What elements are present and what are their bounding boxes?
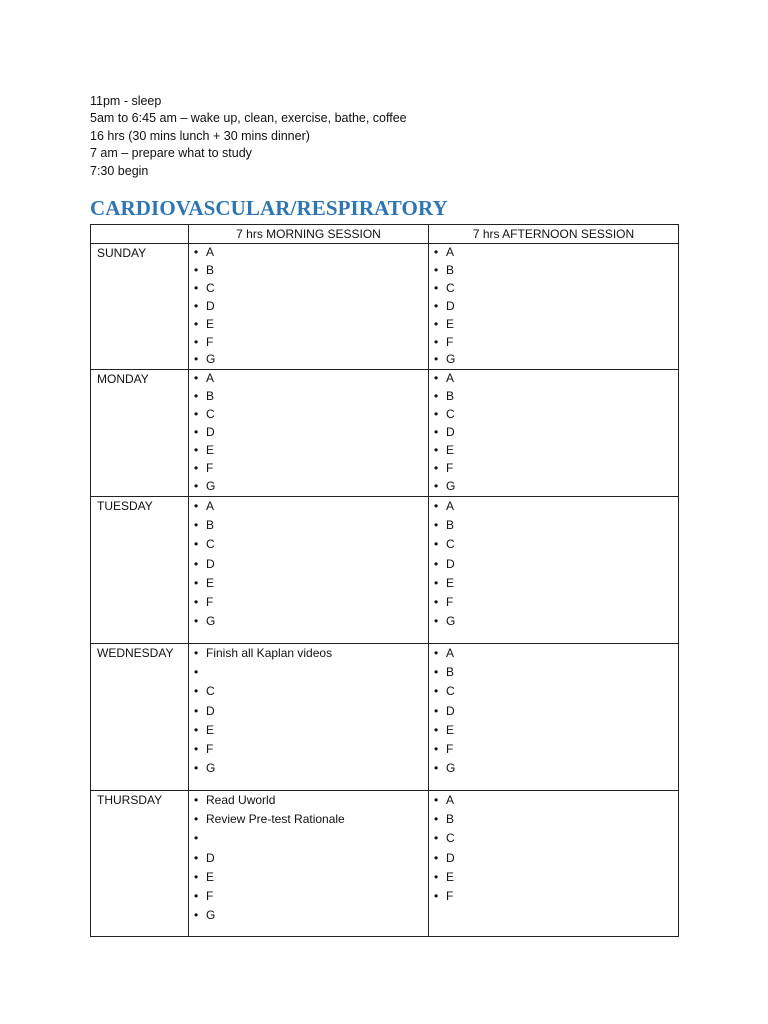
- list-item: • D: [194, 424, 428, 442]
- morning-list: [189, 497, 428, 632]
- list-item: • E: [194, 442, 428, 460]
- day-label: WEDNESDAY: [97, 645, 174, 660]
- list-item: • G: [194, 759, 428, 778]
- note-line: 11pm - sleep: [90, 94, 162, 108]
- morning-list: [189, 644, 428, 779]
- study-schedule-table: [90, 224, 679, 937]
- note-line: 5am to 6:45 am – wake up, clean, exercise, bathe, coffee: [90, 111, 407, 126]
- schedule-notes: [90, 93, 407, 180]
- list-item: • C: [194, 535, 428, 554]
- list-item: • F: [194, 887, 428, 906]
- list-item: • C: [194, 682, 428, 701]
- list-item: • F: [194, 740, 428, 759]
- afternoon-cell: [429, 790, 679, 936]
- list-item: • D: [434, 298, 678, 316]
- header-morning-session: 7 hrs MORNING SESSION: [189, 225, 429, 244]
- day-cell: [91, 496, 189, 643]
- afternoon-cell: [429, 244, 679, 370]
- list-item: • E: [434, 442, 678, 460]
- list-item: • D: [434, 424, 678, 442]
- list-item: • D: [434, 555, 678, 574]
- afternoon-list: [429, 244, 678, 369]
- day-cell: [91, 790, 189, 936]
- list-item: • A: [194, 370, 428, 388]
- list-item: • F: [434, 887, 678, 906]
- note-line: 7:30 begin: [90, 163, 149, 178]
- section-heading: CARDIOVASCULAR/RESPIRATORY: [90, 196, 448, 220]
- day-label: MONDAY: [97, 372, 149, 387]
- list-item: • C: [434, 535, 678, 554]
- afternoon-list: [429, 370, 678, 495]
- list-item: • B: [194, 262, 428, 280]
- list-item: • F: [434, 334, 678, 352]
- list-item: • D: [434, 702, 678, 721]
- list-item: • G: [194, 478, 428, 496]
- morning-list: [189, 791, 428, 926]
- morning-cell: [189, 496, 429, 643]
- list-item: • A: [434, 644, 678, 663]
- list-item: • D: [194, 555, 428, 574]
- list-item: • A: [434, 791, 678, 810]
- day-cell: [91, 643, 189, 790]
- day-cell: [91, 370, 189, 496]
- list-item: • G: [434, 759, 678, 778]
- list-item: • D: [434, 849, 678, 868]
- list-item: • E: [434, 574, 678, 593]
- morning-cell: [189, 244, 429, 370]
- list-item: • C: [434, 280, 678, 298]
- morning-cell: [189, 643, 429, 790]
- list-item: • A: [434, 370, 678, 388]
- table-row: [91, 496, 679, 643]
- list-item: • F: [194, 593, 428, 612]
- list-item: • E: [434, 721, 678, 740]
- list-item: • B: [434, 810, 678, 829]
- morning-list: [189, 244, 428, 369]
- header-afternoon-session: 7 hrs AFTERNOON SESSION: [429, 225, 679, 244]
- list-item: • G: [194, 906, 428, 925]
- list-item: • C: [434, 682, 678, 701]
- list-item: • F: [194, 334, 428, 352]
- list-item: • D: [194, 849, 428, 868]
- header-day: [91, 225, 189, 244]
- list-item: • E: [194, 574, 428, 593]
- list-item: • G: [434, 478, 678, 496]
- table-row: [91, 643, 679, 790]
- list-item: • E: [194, 316, 428, 334]
- afternoon-list: [429, 497, 678, 632]
- afternoon-cell: [429, 643, 679, 790]
- list-item: • A: [434, 244, 678, 262]
- list-item: • E: [194, 721, 428, 740]
- list-item-empty: [194, 663, 428, 682]
- list-item: • A: [194, 497, 428, 516]
- list-item: • F: [434, 740, 678, 759]
- list-item: • D: [194, 298, 428, 316]
- day-label: SUNDAY: [97, 246, 147, 260]
- list-item: • G: [434, 351, 678, 369]
- list-item: • B: [434, 262, 678, 280]
- list-item: • B: [434, 388, 678, 406]
- list-item: • A: [434, 497, 678, 516]
- list-item: • Finish all Kaplan videos: [194, 644, 428, 663]
- table-row: [91, 790, 679, 936]
- list-item: • C: [434, 406, 678, 424]
- list-item: • F: [194, 460, 428, 478]
- list-item: • B: [434, 516, 678, 535]
- afternoon-cell: [429, 496, 679, 643]
- list-item: • Review Pre-test Rationale: [194, 810, 428, 829]
- list-item: • C: [194, 280, 428, 298]
- table-row: [91, 244, 679, 370]
- list-item: • A: [194, 244, 428, 262]
- table-header-row: [91, 225, 679, 244]
- afternoon-list: [429, 791, 678, 907]
- afternoon-list: [429, 644, 678, 779]
- day-cell: [91, 244, 189, 370]
- list-item: • G: [434, 612, 678, 631]
- list-item-empty: [194, 829, 428, 848]
- list-item: • B: [434, 663, 678, 682]
- afternoon-cell: [429, 370, 679, 496]
- note-line: 7 am – prepare what to study: [90, 146, 252, 161]
- list-item: • G: [194, 351, 428, 369]
- list-item: • B: [194, 516, 428, 535]
- morning-cell: [189, 370, 429, 496]
- list-item: • B: [194, 388, 428, 406]
- list-item: • Read Uworld: [194, 791, 428, 810]
- list-item: • G: [194, 612, 428, 631]
- list-item: • F: [434, 460, 678, 478]
- day-label: THURSDAY: [97, 792, 163, 807]
- note-line: 16 hrs (30 mins lunch + 30 mins dinner): [90, 128, 310, 143]
- list-item: • C: [194, 406, 428, 424]
- list-item: • C: [434, 829, 678, 848]
- day-label: TUESDAY: [97, 498, 153, 513]
- morning-cell: [189, 790, 429, 936]
- table-row: [91, 370, 679, 496]
- morning-list: [189, 370, 428, 495]
- list-item: • F: [434, 593, 678, 612]
- list-item: • D: [194, 702, 428, 721]
- list-item: • E: [434, 868, 678, 887]
- list-item: • E: [434, 316, 678, 334]
- list-item: • E: [194, 868, 428, 887]
